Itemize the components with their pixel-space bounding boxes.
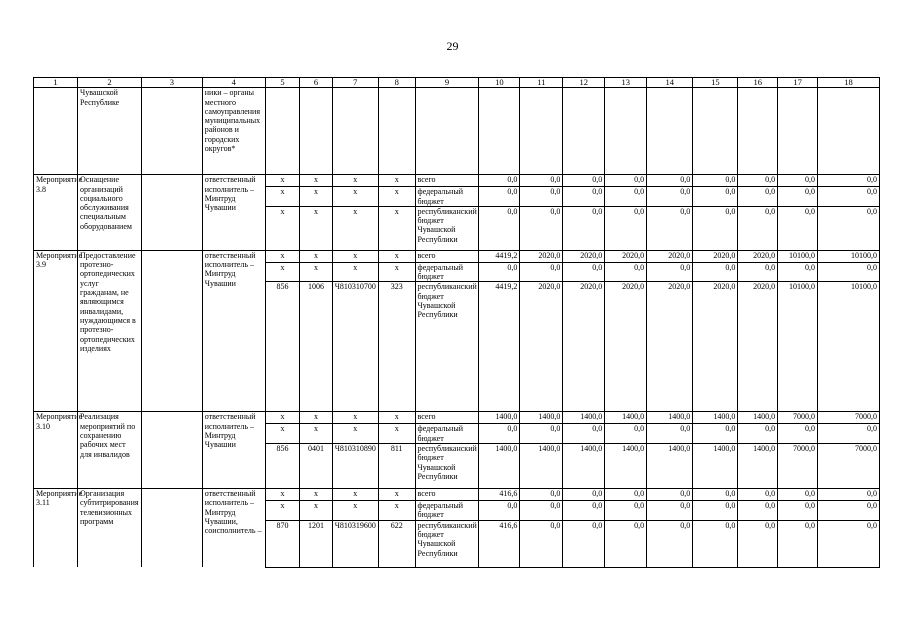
code-section: 1006 <box>300 282 332 412</box>
code-section: x <box>300 262 332 282</box>
cont-cell-8 <box>378 88 415 175</box>
funding-source: федеральный бюджет <box>415 501 479 521</box>
value-cell-17: 10100,0 <box>778 282 818 412</box>
value-cell-13: 0,0 <box>605 262 647 282</box>
code-grbs: x <box>265 262 300 282</box>
cont-cell-17 <box>778 88 818 175</box>
value-cell-18: 0,0 <box>818 489 880 501</box>
code-section: 0401 <box>300 444 332 489</box>
cont-cell-9 <box>415 88 479 175</box>
code-grbs: x <box>265 424 300 444</box>
code-expense: x <box>378 262 415 282</box>
value-cell-17: 7000,0 <box>778 444 818 489</box>
cont-cell-16 <box>738 88 778 175</box>
col3-cell <box>141 175 202 251</box>
header-cell-17: 17 <box>778 78 818 88</box>
value-cell-11: 0,0 <box>520 520 563 567</box>
measure-name: Оснащение организаций социального обслуживания специальным оборудованием <box>78 175 142 251</box>
header-cell-8: 8 <box>378 78 415 88</box>
value-cell-17: 0,0 <box>778 520 818 567</box>
value-cell-16: 0,0 <box>738 175 778 187</box>
cont-cell-10 <box>479 88 520 175</box>
value-cell-18: 0,0 <box>818 501 880 521</box>
col3-cell <box>141 412 202 489</box>
value-cell-15: 0,0 <box>693 520 738 567</box>
budget-table <box>33 77 880 568</box>
cont-cell-3 <box>141 88 202 175</box>
value-cell-17: 0,0 <box>778 262 818 282</box>
header-cell-9: 9 <box>415 78 479 88</box>
cont-cell-11 <box>520 88 563 175</box>
value-cell-15: 0,0 <box>693 206 738 250</box>
code-section: x <box>300 175 332 187</box>
value-cell-12: 2020,0 <box>563 250 605 262</box>
value-cell-16: 2020,0 <box>738 250 778 262</box>
value-cell-13: 0,0 <box>605 489 647 501</box>
value-cell-18: 0,0 <box>818 520 880 567</box>
value-cell-15: 1400,0 <box>693 444 738 489</box>
value-cell-15: 0,0 <box>693 175 738 187</box>
value-cell-16: 2020,0 <box>738 282 778 412</box>
value-cell-12: 0,0 <box>563 501 605 521</box>
value-cell-10: 0,0 <box>479 262 520 282</box>
header-cell-14: 14 <box>647 78 693 88</box>
value-cell-11: 1400,0 <box>520 444 563 489</box>
measure-number: Мероприятие 3.9 <box>34 250 78 412</box>
table-row <box>34 175 880 187</box>
value-cell-18: 0,0 <box>818 424 880 444</box>
code-target: x <box>332 206 378 250</box>
table-row <box>34 250 880 262</box>
code-expense: 622 <box>378 520 415 567</box>
funding-source: республиканский бюджет Чувашской Республики <box>415 520 479 567</box>
value-cell-18: 0,0 <box>818 187 880 207</box>
code-section: x <box>300 187 332 207</box>
value-cell-11: 0,0 <box>520 206 563 250</box>
continuation-row <box>34 88 880 175</box>
header-cell-5: 5 <box>265 78 300 88</box>
code-expense: x <box>378 501 415 521</box>
value-cell-13: 0,0 <box>605 501 647 521</box>
executor-cell: ответственный исполнитель – Минтруд Чувашии <box>202 175 265 251</box>
value-cell-18: 0,0 <box>818 206 880 250</box>
value-cell-14: 0,0 <box>647 262 693 282</box>
header-cell-16: 16 <box>738 78 778 88</box>
funding-source: всего <box>415 489 479 501</box>
value-cell-14: 0,0 <box>647 520 693 567</box>
value-cell-10: 0,0 <box>479 206 520 250</box>
code-target: x <box>332 175 378 187</box>
header-cell-1: 1 <box>34 78 78 88</box>
value-cell-10: 416,6 <box>479 520 520 567</box>
header-cell-6: 6 <box>300 78 332 88</box>
value-cell-14: 1400,0 <box>647 412 693 424</box>
page-number: 29 <box>446 39 459 53</box>
value-cell-16: 1400,0 <box>738 444 778 489</box>
code-expense: 323 <box>378 282 415 412</box>
value-cell-15: 0,0 <box>693 489 738 501</box>
value-cell-13: 0,0 <box>605 187 647 207</box>
funding-source: федеральный бюджет <box>415 424 479 444</box>
value-cell-12: 0,0 <box>563 489 605 501</box>
value-cell-10: 1400,0 <box>479 444 520 489</box>
value-cell-13: 1400,0 <box>605 412 647 424</box>
value-cell-13: 0,0 <box>605 175 647 187</box>
funding-source: всего <box>415 412 479 424</box>
value-cell-15: 0,0 <box>693 501 738 521</box>
code-expense: 811 <box>378 444 415 489</box>
code-target: x <box>332 187 378 207</box>
code-section: x <box>300 424 332 444</box>
code-grbs: 856 <box>265 444 300 489</box>
executor-cell: ответственный исполнитель – Минтруд Чувашии, соисполнитель – <box>202 489 265 568</box>
funding-source: республиканский бюджет Чувашской Республики <box>415 282 479 412</box>
cont-cell-14 <box>647 88 693 175</box>
value-cell-11: 0,0 <box>520 175 563 187</box>
code-target: x <box>332 412 378 424</box>
value-cell-14: 0,0 <box>647 489 693 501</box>
header-cell-3: 3 <box>141 78 202 88</box>
value-cell-17: 7000,0 <box>778 412 818 424</box>
value-cell-16: 0,0 <box>738 206 778 250</box>
code-section: x <box>300 250 332 262</box>
code-section: 1201 <box>300 520 332 567</box>
code-target: Ч810310890 <box>332 444 378 489</box>
code-target: x <box>332 424 378 444</box>
cont-cell-5 <box>265 88 300 175</box>
code-target: x <box>332 501 378 521</box>
value-cell-18: 0,0 <box>818 262 880 282</box>
value-cell-16: 0,0 <box>738 262 778 282</box>
value-cell-13: 1400,0 <box>605 444 647 489</box>
measure-name: Предоставление протезно-ортопедических услуг гражданам, не являющимся инвалидами, нуждающимся в протезно-ортопедических изделиях <box>78 250 142 412</box>
value-cell-15: 2020,0 <box>693 282 738 412</box>
value-cell-14: 2020,0 <box>647 250 693 262</box>
value-cell-15: 2020,0 <box>693 250 738 262</box>
code-grbs: 870 <box>265 520 300 567</box>
value-cell-11: 1400,0 <box>520 412 563 424</box>
table-row <box>34 489 880 501</box>
cont-cell-6 <box>300 88 332 175</box>
value-cell-18: 10100,0 <box>818 250 880 262</box>
code-expense: x <box>378 175 415 187</box>
funding-source: республиканский бюджет Чувашской Республики <box>415 444 479 489</box>
value-cell-16: 0,0 <box>738 424 778 444</box>
code-target: Ч810319600 <box>332 520 378 567</box>
col3-cell <box>141 489 202 568</box>
funding-source: федеральный бюджет <box>415 262 479 282</box>
value-cell-11: 0,0 <box>520 424 563 444</box>
header-cell-13: 13 <box>605 78 647 88</box>
value-cell-11: 0,0 <box>520 489 563 501</box>
value-cell-12: 2020,0 <box>563 282 605 412</box>
value-cell-13: 0,0 <box>605 206 647 250</box>
value-cell-16: 1400,0 <box>738 412 778 424</box>
value-cell-14: 0,0 <box>647 187 693 207</box>
funding-source: федеральный бюджет <box>415 187 479 207</box>
value-cell-17: 0,0 <box>778 206 818 250</box>
header-cell-18: 18 <box>818 78 880 88</box>
value-cell-17: 0,0 <box>778 187 818 207</box>
measure-number: Мероприятие 3.10 <box>34 412 78 489</box>
funding-source: республиканский бюджет Чувашской Республики <box>415 206 479 250</box>
value-cell-16: 0,0 <box>738 489 778 501</box>
value-cell-15: 1400,0 <box>693 412 738 424</box>
code-expense: x <box>378 206 415 250</box>
cont-cell-4: ники – органы местного самоуправления муниципальных районов и городских округов* <box>202 88 265 175</box>
code-expense: x <box>378 250 415 262</box>
value-cell-18: 7000,0 <box>818 444 880 489</box>
value-cell-17: 0,0 <box>778 489 818 501</box>
code-grbs: x <box>265 412 300 424</box>
code-grbs: x <box>265 175 300 187</box>
value-cell-12: 1400,0 <box>563 412 605 424</box>
value-cell-14: 0,0 <box>647 175 693 187</box>
code-section: x <box>300 489 332 501</box>
code-grbs: 856 <box>265 282 300 412</box>
value-cell-10: 0,0 <box>479 187 520 207</box>
table-row <box>34 412 880 424</box>
code-grbs: x <box>265 489 300 501</box>
executor-cell: ответственный исполнитель – Минтруд Чувашии <box>202 412 265 489</box>
code-expense: x <box>378 424 415 444</box>
value-cell-17: 0,0 <box>778 424 818 444</box>
value-cell-15: 0,0 <box>693 424 738 444</box>
measure-name: Реализация мероприятий по сохранению рабочих мест для инвалидов <box>78 412 142 489</box>
cont-cell-13 <box>605 88 647 175</box>
value-cell-18: 10100,0 <box>818 282 880 412</box>
value-cell-16: 0,0 <box>738 501 778 521</box>
cont-cell-7 <box>332 88 378 175</box>
value-cell-10: 416,6 <box>479 489 520 501</box>
header-cell-7: 7 <box>332 78 378 88</box>
value-cell-10: 0,0 <box>479 424 520 444</box>
header-cell-2: 2 <box>78 78 142 88</box>
value-cell-12: 0,0 <box>563 187 605 207</box>
value-cell-15: 0,0 <box>693 262 738 282</box>
value-cell-14: 2020,0 <box>647 282 693 412</box>
value-cell-12: 0,0 <box>563 520 605 567</box>
value-cell-16: 0,0 <box>738 187 778 207</box>
code-grbs: x <box>265 250 300 262</box>
value-cell-12: 0,0 <box>563 262 605 282</box>
value-cell-14: 0,0 <box>647 501 693 521</box>
code-expense: x <box>378 412 415 424</box>
value-cell-15: 0,0 <box>693 187 738 207</box>
value-cell-10: 4419,2 <box>479 282 520 412</box>
executor-cell: ответственный исполнитель – Минтруд Чувашии <box>202 250 265 412</box>
value-cell-17: 0,0 <box>778 175 818 187</box>
col3-cell <box>141 250 202 412</box>
code-target: x <box>332 262 378 282</box>
value-cell-17: 10100,0 <box>778 250 818 262</box>
code-section: x <box>300 206 332 250</box>
value-cell-11: 0,0 <box>520 262 563 282</box>
code-expense: x <box>378 187 415 207</box>
code-grbs: x <box>265 187 300 207</box>
header-cell-15: 15 <box>693 78 738 88</box>
code-grbs: x <box>265 206 300 250</box>
cont-cell-15 <box>693 88 738 175</box>
value-cell-12: 0,0 <box>563 175 605 187</box>
funding-source: всего <box>415 250 479 262</box>
value-cell-18: 7000,0 <box>818 412 880 424</box>
value-cell-18: 0,0 <box>818 175 880 187</box>
header-cell-11: 11 <box>520 78 563 88</box>
header-row <box>34 78 880 88</box>
code-grbs: x <box>265 501 300 521</box>
value-cell-12: 0,0 <box>563 206 605 250</box>
cont-cell-12 <box>563 88 605 175</box>
value-cell-11: 0,0 <box>520 187 563 207</box>
header-cell-12: 12 <box>563 78 605 88</box>
value-cell-11: 2020,0 <box>520 282 563 412</box>
value-cell-12: 0,0 <box>563 424 605 444</box>
code-target: Ч810310700 <box>332 282 378 412</box>
code-section: x <box>300 412 332 424</box>
cont-cell-1 <box>34 88 78 175</box>
value-cell-14: 0,0 <box>647 206 693 250</box>
header-cell-4: 4 <box>202 78 265 88</box>
value-cell-11: 2020,0 <box>520 250 563 262</box>
code-expense: x <box>378 489 415 501</box>
code-target: x <box>332 489 378 501</box>
value-cell-13: 2020,0 <box>605 282 647 412</box>
measure-number: Мероприятие 3.8 <box>34 175 78 251</box>
code-target: x <box>332 250 378 262</box>
value-cell-13: 0,0 <box>605 520 647 567</box>
header-cell-10: 10 <box>479 78 520 88</box>
value-cell-10: 0,0 <box>479 175 520 187</box>
value-cell-14: 0,0 <box>647 424 693 444</box>
measure-name: Организация субтитрирования телевизионных программ <box>78 489 142 568</box>
value-cell-10: 1400,0 <box>479 412 520 424</box>
funding-source: всего <box>415 175 479 187</box>
cont-cell-18 <box>818 88 880 175</box>
value-cell-13: 0,0 <box>605 424 647 444</box>
value-cell-13: 2020,0 <box>605 250 647 262</box>
value-cell-16: 0,0 <box>738 520 778 567</box>
measure-number: Мероприятие 3.11 <box>34 489 78 568</box>
value-cell-12: 1400,0 <box>563 444 605 489</box>
value-cell-10: 4419,2 <box>479 250 520 262</box>
cont-cell-2: Чувашской Республике <box>78 88 142 175</box>
value-cell-14: 1400,0 <box>647 444 693 489</box>
value-cell-10: 0,0 <box>479 501 520 521</box>
code-section: x <box>300 501 332 521</box>
value-cell-17: 0,0 <box>778 501 818 521</box>
value-cell-11: 0,0 <box>520 501 563 521</box>
